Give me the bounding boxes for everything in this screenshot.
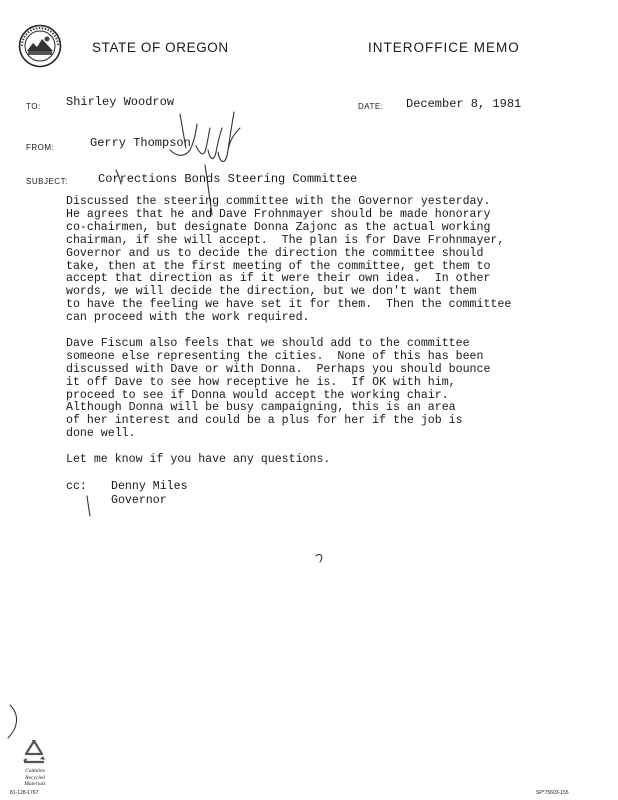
to-value: Shirley Woodrow	[66, 95, 175, 109]
date-label: DATE:	[358, 102, 384, 111]
recycle-icon	[18, 738, 50, 768]
form-number-right: SP*75603-155	[536, 790, 569, 796]
date-value: December 8, 1981	[406, 97, 522, 111]
subject-value: Corrections Bonds Steering Committee	[98, 172, 358, 186]
cc-recipients: Denny Miles Governor	[111, 480, 188, 507]
body-paragraph-1: Discussed the steering committee with the Governor yesterday. He agrees that he and Dave Frohnmayer should be made honorary co-chairmen, but designate Donna Zajonc as the actual working chairman, if she will accept. The plan is for Dave Frohnmayer, Governor and us to decide the direction the committee should take, then at the first meeting of the committee, get them to accept that direction as if it were their own idea. In other words, we will decide the direction, but we don't want them to have the feeling we have set it for them. Then the committee can proceed with the work required.	[66, 195, 512, 325]
margin-curl-mark	[8, 705, 17, 738]
subject-label: SUBJECT:	[26, 177, 68, 186]
state-seal-icon	[18, 24, 62, 68]
form-number-left: 81-128-1767	[10, 790, 39, 796]
body-paragraph-3: Let me know if you have any questions.	[66, 453, 331, 467]
from-value: Gerry Thompson	[90, 136, 191, 150]
memo-title: INTEROFFICE MEMO	[368, 40, 520, 55]
body-paragraph-2: Dave Fiscum also feels that we should add to the committee someone else representing the cities. None of this has been discussed with Dave or with Donna. Perhaps you should bounce it off Dave to see how receptive he is. If OK with him, proceed to see if Donna would accept the working chair. Although Donna will be busy campaigning, this is an area of her interest and could be a plus for her if the job is done well.	[66, 336, 491, 441]
cc-margin-mark	[87, 496, 90, 516]
cc-label: cc:	[66, 480, 87, 493]
from-label: FROM:	[26, 143, 55, 152]
to-label: TO:	[26, 102, 41, 111]
memo-body	[66, 196, 601, 480]
text-edit-mark	[316, 554, 322, 562]
state-title: STATE OF OREGON	[92, 40, 229, 55]
recycled-materials-note: Contains Recycled Materials	[24, 768, 46, 787]
